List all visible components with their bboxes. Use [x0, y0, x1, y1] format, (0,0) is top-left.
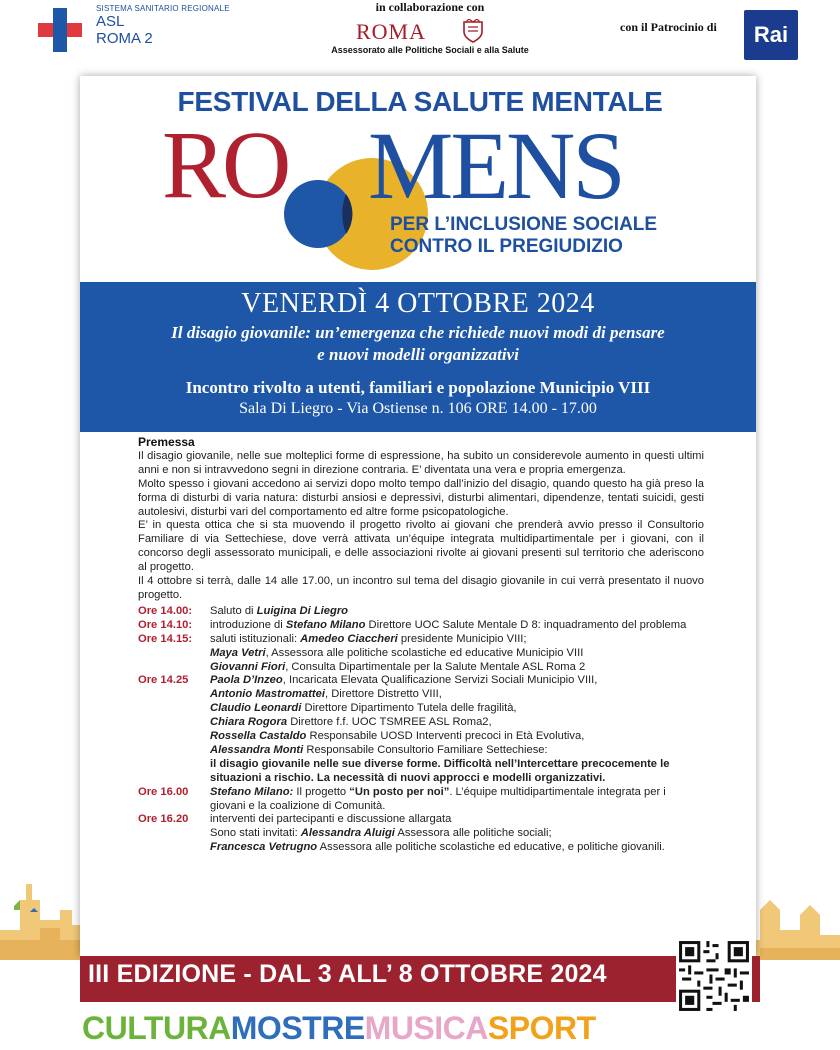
subtitle-line1: Il disagio giovanile: un’emergenza che richiede nuovi modi di pensare: [171, 323, 665, 342]
collaboration-block: [300, 0, 560, 55]
logo-mens-text: MENS: [368, 112, 623, 219]
program-desc: Saluto di Luigina Di Liegro: [210, 604, 349, 617]
qr-code[interactable]: [676, 938, 752, 1014]
inclusion-tagline: [390, 214, 657, 258]
meeting-place: Sala Di Liegro - Via Ostiense n. 106 ORE 14.00 - 17.00: [239, 400, 597, 417]
meeting-audience: Incontro rivolto a utenti, familiari e popolazione Municipio VIII: [185, 378, 651, 397]
patrocinio-label: con il Patrocinio di: [620, 20, 717, 34]
category-cultura: CULTURA: [82, 1010, 231, 1046]
premessa-paragraph-3: E’ in questa ottica che si sta muovendo il progetto rivolto ai giovani che prenderà avvio presso il Consultorio Familiare di via Settechiese, dove verrà attivata un’équipe integrata multidipartimentale per i giovani, con il concorso degli assessorato municipali, e delle associazioni rivolte ai giovani presenti sul territorio che aderiscono al progetto.: [138, 519, 704, 574]
category-mostre: MOSTRE: [230, 1010, 365, 1046]
poster-body: [138, 436, 704, 855]
program-desc: Stefano Milano: Il progetto “Un posto per noi”. L’équipe multidipartimentale integrata per i giovani e la coalizione di Comunità.: [210, 785, 666, 812]
program-row: [138, 619, 704, 633]
roma-word: ROMA: [356, 19, 427, 44]
asl-cross-logo: [38, 8, 82, 52]
program-time: Ore 16.00: [138, 785, 189, 798]
inclusion-line2: CONTRO IL PREGIUDIZIO: [390, 236, 623, 257]
program-desc: interventi dei partecipanti e discussione allargata Sono stati invitati: Alessandra Aluigi Assessora alle politiche sociali; Francesca Vetrugno Assessora alle politiche scolastiche ed educative, e politiche giovanili.: [210, 813, 665, 854]
event-date: VENERDÌ 4 OTTOBRE 2024: [241, 288, 595, 319]
asl-line2: ROMA 2: [96, 30, 153, 47]
program-time: Ore 14.10:: [138, 618, 193, 631]
category-sport: SPORT: [487, 1010, 596, 1046]
category-musica: MUSICA: [364, 1010, 488, 1046]
program-desc: Paola D’Inzeo, Incaricata Elevata Qualificazione Servizi Sociali Municipio VIII, Antonio Mastromattei, Direttore Distretto VIII, Claudio Leonardi Direttore Dipartimento Tutela delle fragilità, Chiara Rogora Direttore f.f. UOC TSMREE ASL Roma2, Rossella Castaldo Responsabile UOSD Interventi precoci in Età Evolutiva, Alessandra Monti Responsabile Consultorio Familiare Settechiese: il disagio giovanile nelle sue diverse forme. Difficoltà nell’Intercettare precocemente le situazioni a rischio. La necessità di nuovi approcci e modelli organizzativi.: [210, 674, 670, 784]
program-row: [138, 786, 704, 814]
asl-line1: ASL: [96, 13, 125, 30]
event-banner: [80, 282, 756, 432]
event-subtitle: [80, 322, 756, 366]
roma-subtitle: Assessorato alle Politiche Sociali e alla Salute: [331, 45, 529, 55]
collab-label: in collaborazione con: [375, 0, 485, 14]
program-time: Ore 16.20: [138, 813, 189, 826]
program-time: Ore 14.15:: [138, 632, 193, 645]
roma-crest-icon: [462, 19, 484, 43]
asl-small-label: SISTEMA SANITARIO REGIONALE: [96, 4, 230, 13]
rai-logo: Rai: [744, 10, 798, 60]
festival-categories: [82, 1008, 596, 1048]
roma-logo: [300, 19, 560, 45]
program-time: Ore 14.00:: [138, 604, 193, 617]
festival-title: FESTIVAL DELLA SALUTE MENTALE: [177, 86, 663, 117]
program-row: [138, 674, 704, 785]
program-schedule: [138, 605, 704, 855]
inclusion-line1: PER L’INCLUSIONE SOCIALE: [390, 214, 658, 235]
premessa-paragraph-1: Il disagio giovanile, nelle sue molteplici forme di espressione, ha subito un considerevole aumento in questi ultimi anni e non si intravvedono segni in direzione contraria. E’ diventata una vera e propria emergenza.: [138, 449, 704, 476]
premessa-paragraph-2: Molto spesso i giovani accedono ai servizi dopo molto tempo dall’inizio del disagio, quando questo ha già preso la forma di disturbi di varia natura: disturbi ansiosi e depressivi, disturbi alimentari, dipendenze, tentati suicidi, gesti autolesivi, disturbi vari del comportamento ed altre forme psicopatologiche.: [138, 477, 704, 518]
program-row: [138, 813, 704, 855]
premessa-heading: Premessa: [138, 435, 195, 449]
logo-ro-text: RO: [162, 111, 288, 218]
edition-dates: III EDIZIONE - DAL 3 ALL’ 8 OTTOBRE 2024: [88, 960, 607, 988]
premessa-paragraph-4: Il 4 ottobre si terrà, dalle 14 alle 17.00, un incontro sul tema del disagio giovanile in cui verrà presentato il nuovo progetto.: [138, 575, 704, 601]
asl-logo-text: [96, 4, 230, 47]
subtitle-line2: e nuovi modelli organizzativi: [317, 345, 519, 364]
program-time: Ore 14.25: [138, 674, 189, 687]
program-row: [138, 605, 704, 619]
sponsor-header: [0, 0, 840, 70]
program-desc: saluti istituzionali: Amedeo Ciaccheri presidente Municipio VIII; Maya Vetri, Assessora alle politiche scolastiche ed educative Municipio VIII Giovanni Fiori, Consulta Dipartimentale per la Salute Mentale ASL Roma 2: [210, 632, 586, 673]
program-desc: introduzione di Stefano Milano Direttore UOC Salute Mentale D 8: inquadramento del problema: [210, 618, 687, 631]
program-row: [138, 633, 704, 675]
